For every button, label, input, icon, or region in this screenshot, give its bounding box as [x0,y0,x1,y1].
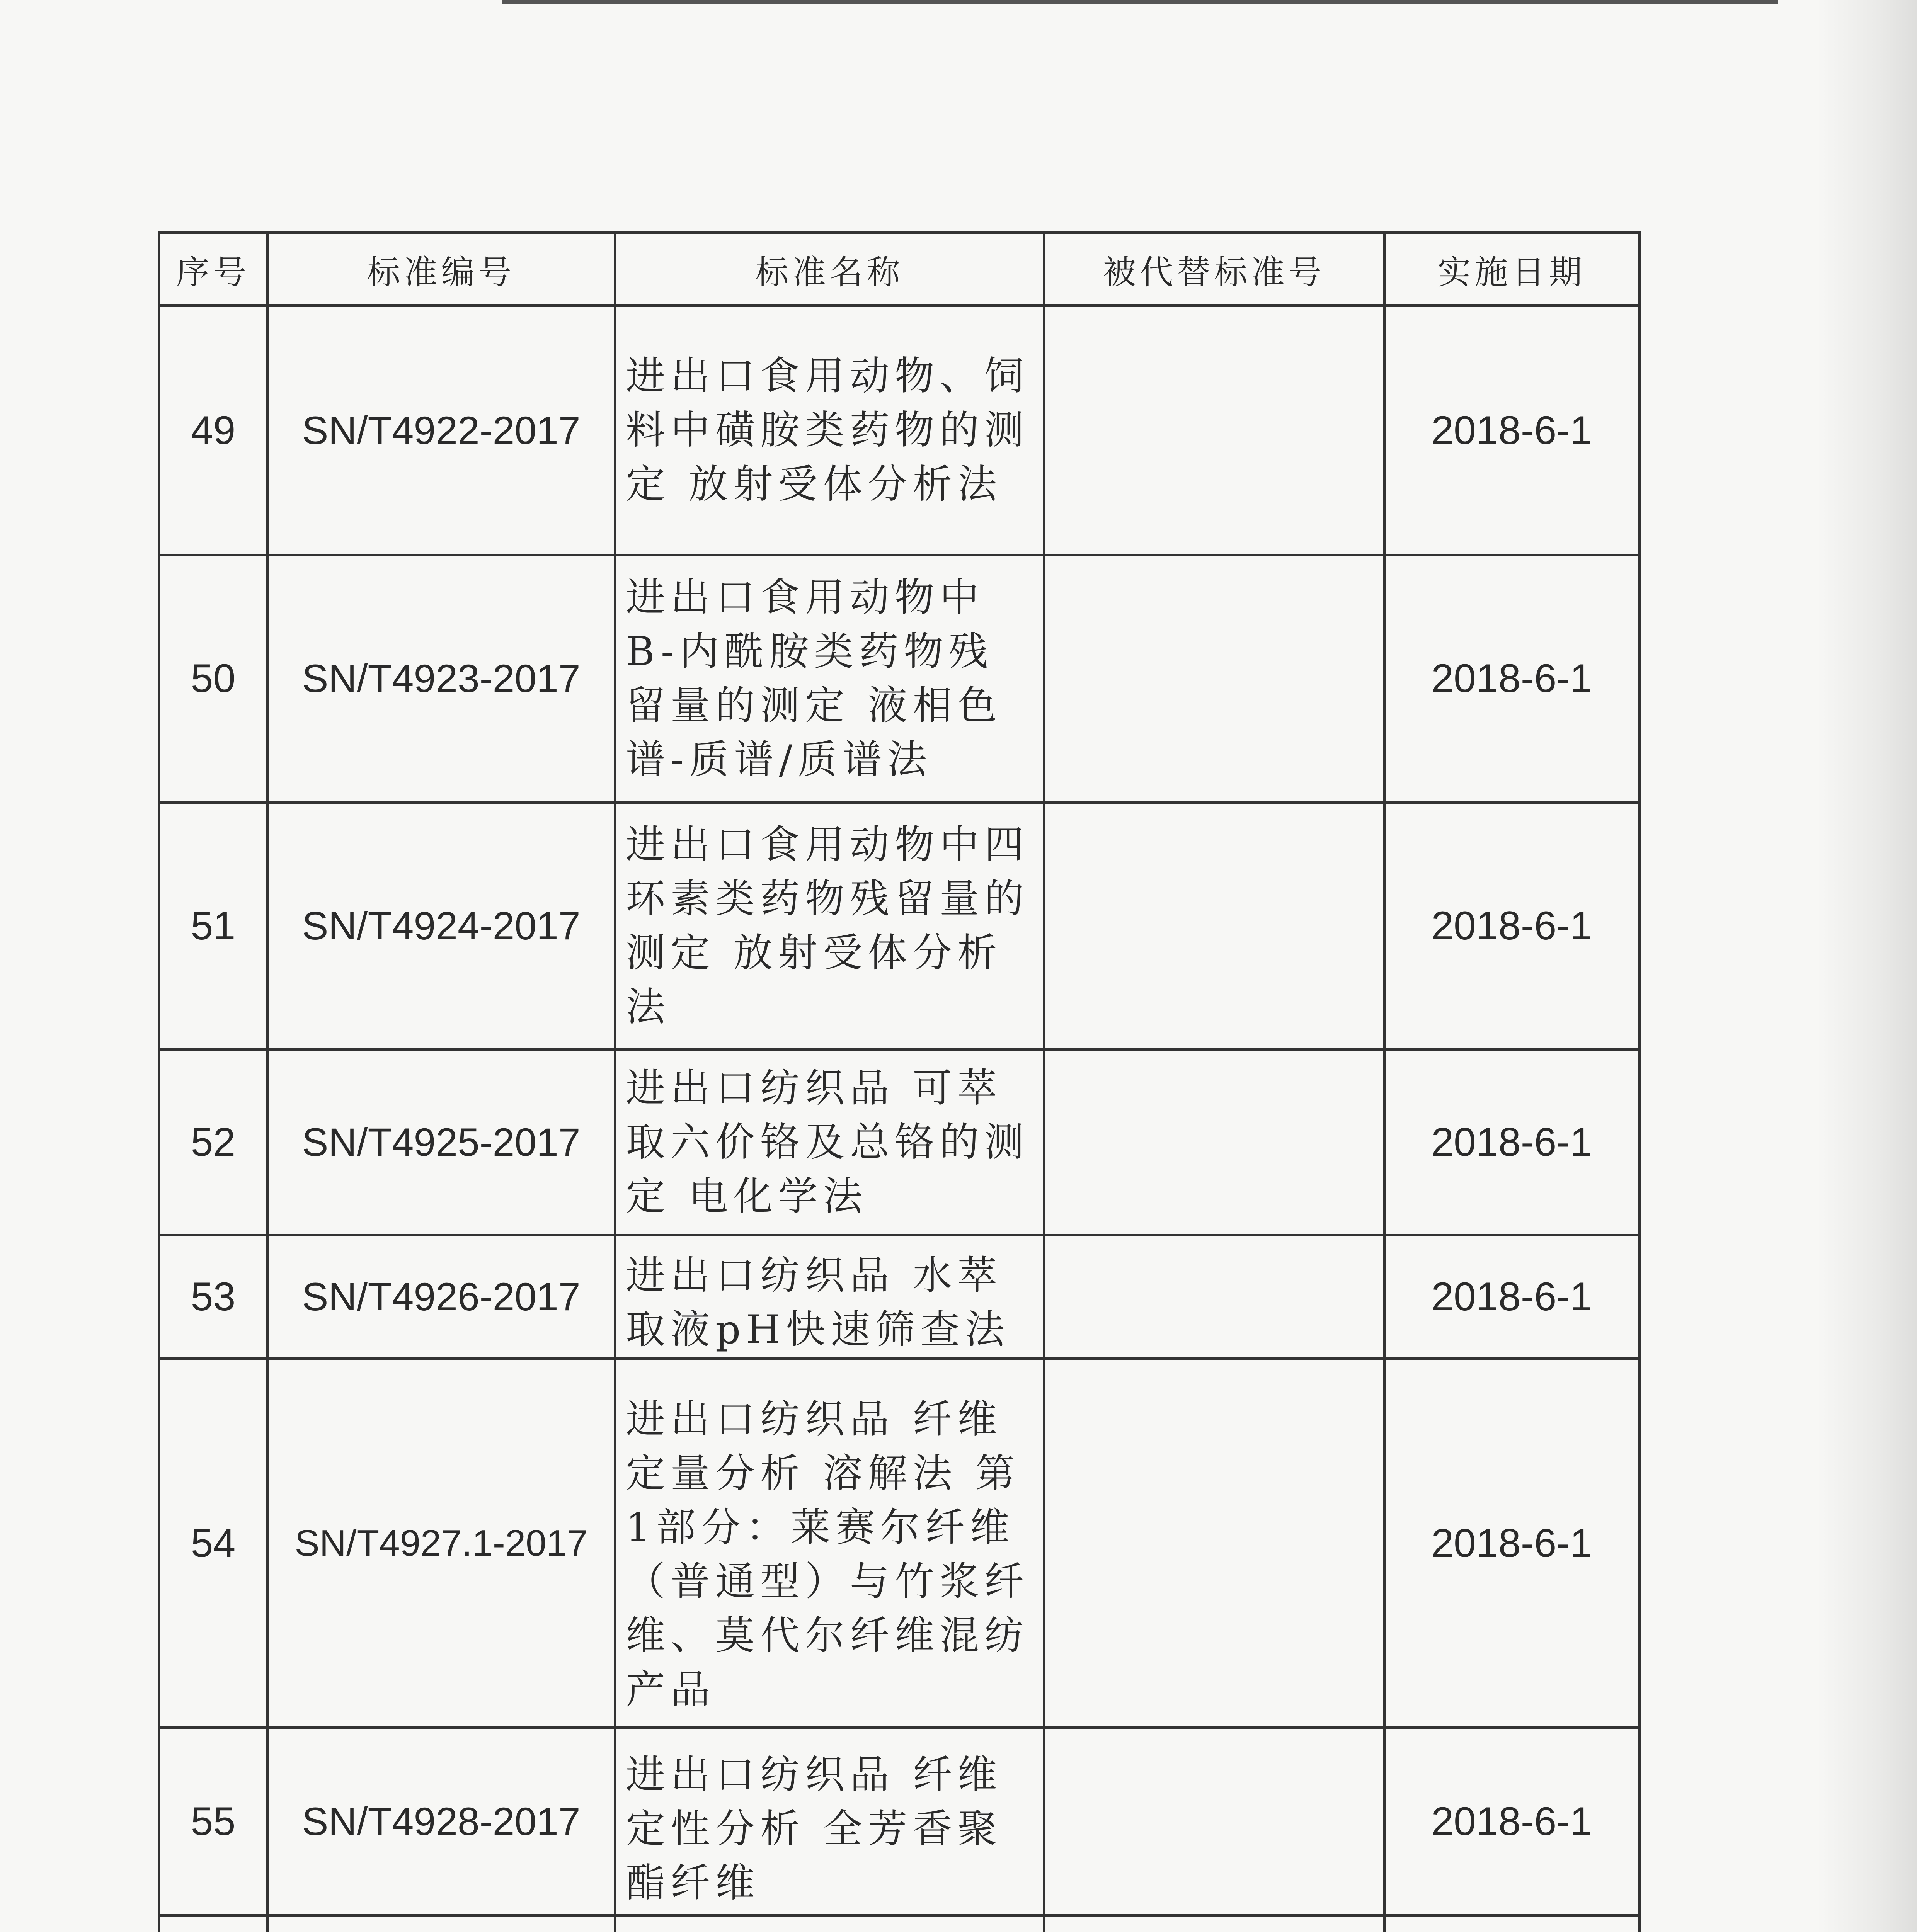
row-standard-name: 进出口纺织品 纤维定性分析 全芳香聚酯纤维 [615,1728,1044,1915]
row-serial: 49 [159,306,267,555]
standards-table [158,231,1641,1932]
row-replaced-code [1044,306,1384,555]
row-replaced-code [1044,1235,1384,1359]
header-serial: 序号 [159,233,267,306]
row-effective-date: 2018-6-1 [1384,555,1639,803]
row-serial: 51 [159,803,267,1050]
row-serial: 50 [159,555,267,803]
row-replaced-code [1044,1359,1384,1728]
table-row [159,1235,1639,1359]
table-row [159,803,1639,1050]
row-effective-date: 2018-6-1 [1384,1359,1639,1728]
row-serial: 55 [159,1728,267,1915]
header-standard-name: 标准名称 [615,233,1044,306]
row-replaced-code [1044,1915,1384,1932]
row-replaced-code [1044,1050,1384,1235]
row-effective-date: 2018-6-1 [1384,803,1639,1050]
row-serial [159,1915,267,1932]
row-serial: 52 [159,1050,267,1235]
row-effective-date: 2018-6-1 [1384,306,1639,555]
table-row [159,1915,1639,1932]
row-effective-date: 2018-6-1 [1384,1235,1639,1359]
row-serial: 54 [159,1359,267,1728]
row-standard-name: 进出口食用动物、饲料中磺胺类药物的测定 放射受体分析法 [615,306,1044,555]
row-standard-name: 进出口纺织品 水萃取液pH快速筛查法 [615,1235,1044,1359]
row-standard-code: SN/T4924-2017 [267,803,615,1050]
table-row [159,1728,1639,1915]
row-standard-name: 进出口纺织品 纤维定量分析 溶解法 第1部分：莱赛尔纤维（普通型）与竹浆纤维、莫代尔纤维混纺产品 [615,1359,1044,1728]
row-standard-code: SN/T4925-2017 [267,1050,615,1235]
row-standard-code: SN/T4926-2017 [267,1235,615,1359]
row-standard-name: 进出口纺织品 可萃取六价铬及总铬的测定 电化学法 [615,1050,1044,1235]
row-effective-date: 2018-6-1 [1384,1728,1639,1915]
row-serial: 53 [159,1235,267,1359]
row-standard-code [267,1915,615,1932]
scan-top-mark [502,0,1778,4]
row-standard-code: SN/T4927.1-2017 [267,1359,615,1728]
table-row [159,555,1639,803]
row-effective-date [1384,1915,1639,1932]
header-effective-date: 实施日期 [1384,233,1639,306]
header-standard-code: 标准编号 [267,233,615,306]
row-standard-name: 进出口食用动物中四环素类药物残留量的测定 放射受体分析法 [615,803,1044,1050]
scan-shadow-edge [1817,0,1917,1932]
table-row [159,1359,1639,1728]
row-standard-code: SN/T4922-2017 [267,306,615,555]
row-standard-code: SN/T4928-2017 [267,1728,615,1915]
table-header-row [159,233,1639,306]
row-standard-code: SN/T4923-2017 [267,555,615,803]
row-replaced-code [1044,555,1384,803]
table-row [159,1050,1639,1235]
row-effective-date: 2018-6-1 [1384,1050,1639,1235]
row-replaced-code [1044,1728,1384,1915]
header-replaced-code: 被代替标准号 [1044,233,1384,306]
row-standard-name: 进出口食用动物中B-内酰胺类药物残留量的测定 液相色谱-质谱/质谱法 [615,555,1044,803]
row-standard-name [615,1915,1044,1932]
table-row [159,306,1639,555]
row-replaced-code [1044,803,1384,1050]
